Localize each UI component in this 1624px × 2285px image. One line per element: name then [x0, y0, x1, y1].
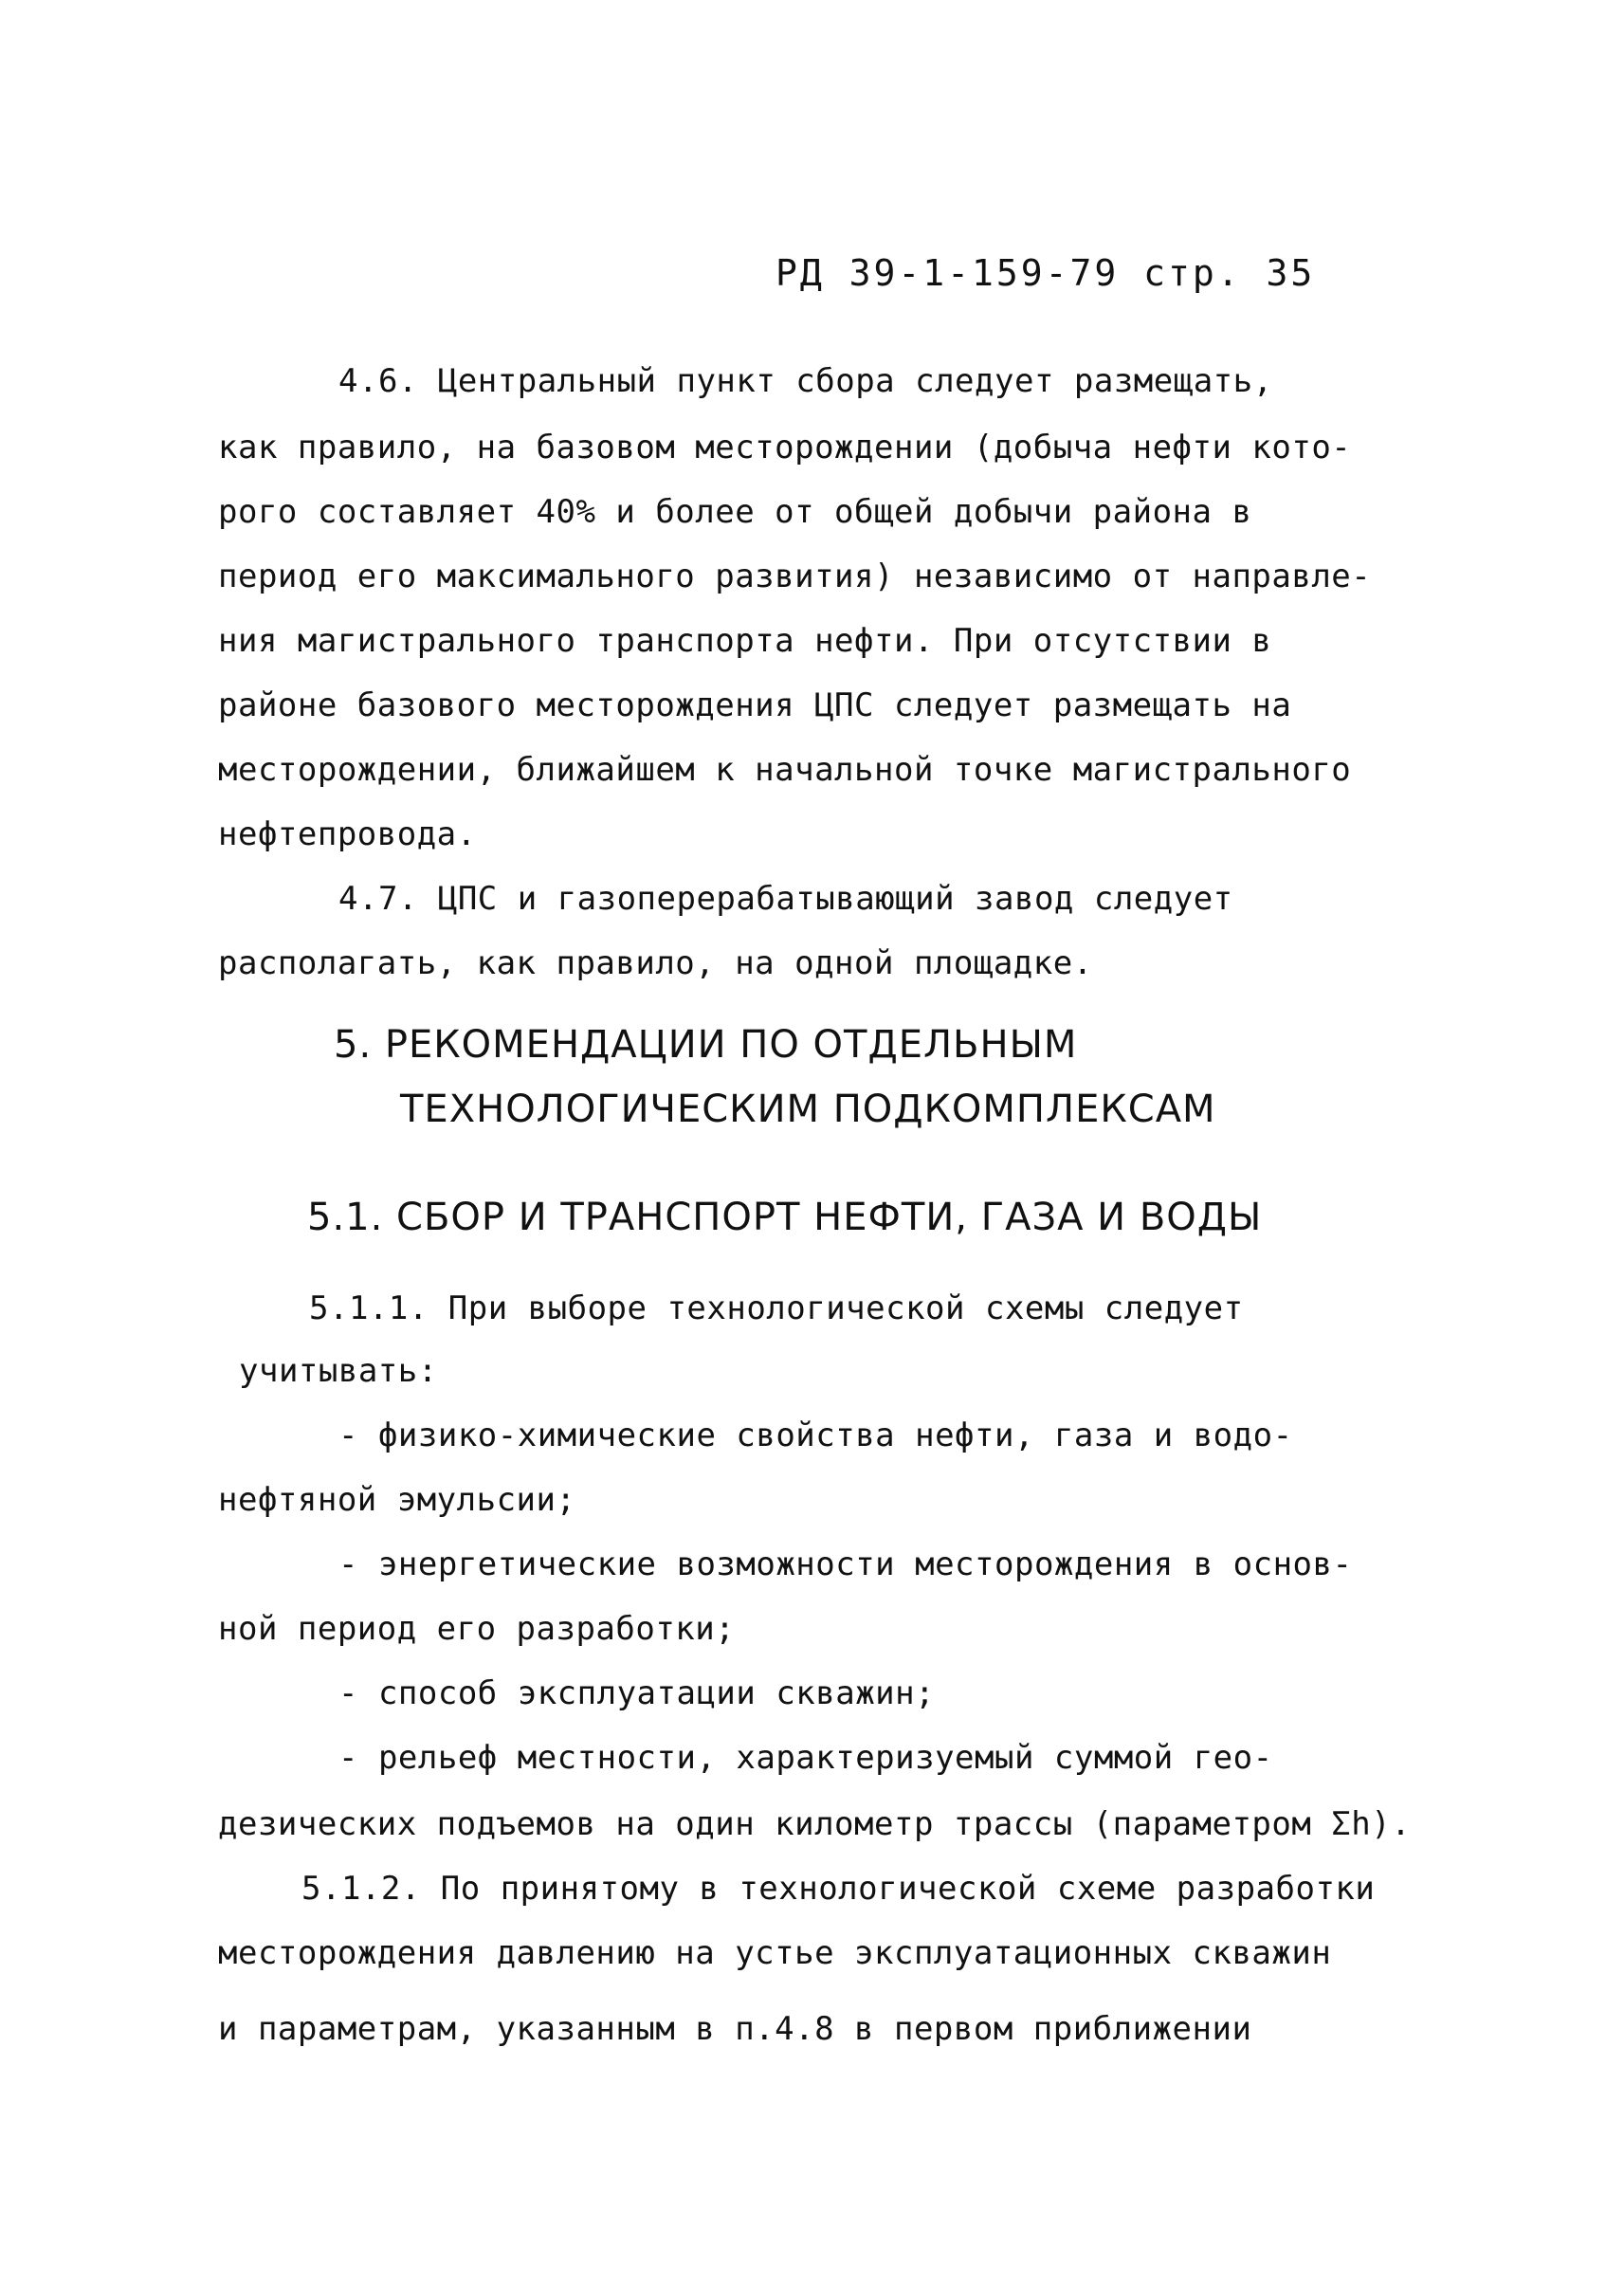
text-line: нефтяной эмульсии; — [218, 1481, 576, 1519]
text-line: период его максимального развития) независимо от направле- — [218, 558, 1372, 595]
section-5-1-title: 5.1. СБОР И ТРАНСПОРТ НЕФТИ, ГАЗА И ВОДЫ — [307, 1196, 1263, 1239]
text-line: месторождения давлению на устье эксплуатационных скважин — [218, 1934, 1332, 1972]
text-line: ной период его разработки; — [218, 1610, 736, 1648]
text-line: ния магистрального транспорта нефти. При отсутствии в — [218, 622, 1272, 660]
text-line: располагать, как правило, на одной площадке. — [218, 944, 1093, 982]
text-line: учитывать: — [239, 1352, 438, 1390]
text-line: дезических подъемов на один километр трассы (параметром Σh). — [218, 1805, 1412, 1843]
section-title-line: ТЕХНОЛОГИЧЕСКИМ ПОДКОМПЛЕКСАМ — [400, 1088, 1216, 1131]
text-line: районе базового месторождения ЦПС следует размещать на — [218, 686, 1292, 724]
text-line: - физико-химические свойства нефти, газа и водо- — [338, 1417, 1293, 1454]
text-line: месторождении, ближайшем к начальной точке магистрального — [218, 751, 1352, 789]
text-line: - способ эксплуатации скважин; — [338, 1674, 936, 1712]
text-line: нефтепровода. — [218, 815, 477, 853]
text-line: 5.1.2. По принятому в технологической схеме разработки — [301, 1870, 1376, 1908]
text-line: 4.6. Центральный пункт сбора следует размещать, — [338, 362, 1273, 400]
text-line: - рельеф местности, характеризуемый суммой гео- — [338, 1739, 1273, 1777]
page-header: РД 39-1-159-79 стр. 35 — [776, 252, 1316, 294]
text-line: 5.1.1. При выборе технологической схемы следует — [309, 1289, 1244, 1327]
section-title-line: 5. РЕКОМЕНДАЦИИ ПО ОТДЕЛЬНЫМ — [334, 1023, 1078, 1067]
text-line: как правило, на базовом месторождении (добыча нефти кото- — [218, 429, 1352, 466]
text-line: и параметрам, указанным в п.4.8 в первом приближении — [218, 2010, 1252, 2048]
text-line: 4.7. ЦПС и газоперерабатывающий завод следует — [338, 880, 1233, 918]
text-line: - энергетические возможности месторождения в основ- — [338, 1545, 1353, 1583]
text-line: рого составляет 40% и более от общей добычи района в — [218, 493, 1252, 531]
